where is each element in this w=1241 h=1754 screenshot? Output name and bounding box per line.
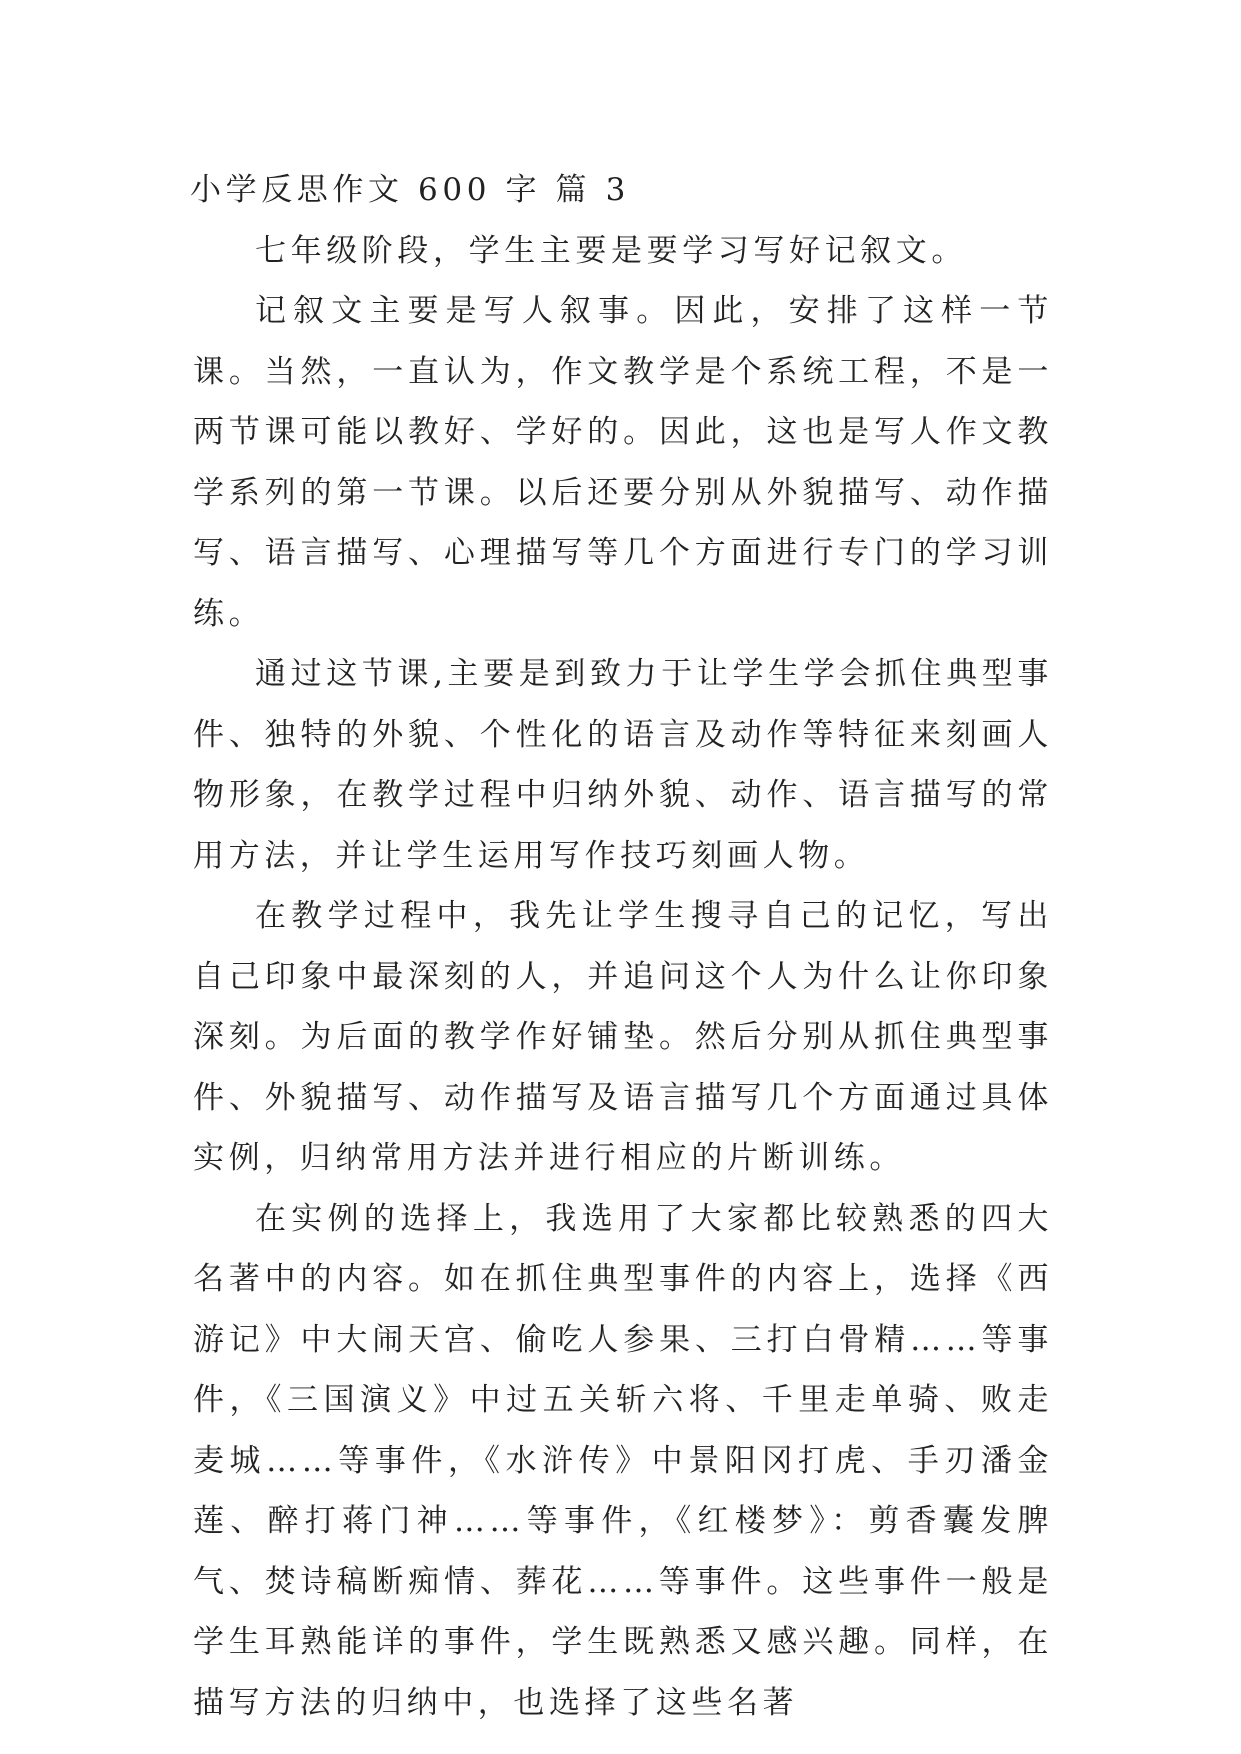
document-title: 小学反思作文 600 字 篇 3	[190, 172, 630, 208]
paragraph-3: 通过这节课,主要是到致力于让学生学会抓住典型事件、独特的外貌、个性化的语言及动作等特征来刻画人物形象，在教学过程中归纳外貌、动作、语言描写的常用方法，并让学生运用写作技巧刻画人物。	[193, 656, 1053, 874]
document-page	[190, 160, 1053, 1733]
paragraph-2: 记叙文主要是写人叙事。因此，安排了这样一节课。当然，一直认为，作文教学是个系统工程，不是一两节课可能以教好、学好的。因此，这也是写人作文教学系列的第一节课。以后还要分别从外貌描写、动作描写、语言描写、心理描写等几个方面进行专门的学习训练。	[193, 293, 1053, 632]
paragraph-1: 七年级阶段，学生主要是要学习写好记叙文。	[255, 232, 967, 269]
paragraph-4: 在教学过程中，我先让学生搜寻自己的记忆，写出自己印象中最深刻的人，并追问这个人为什么让你印象深刻。为后面的教学作好铺垫。然后分别从抓住典型事件、外貌描写、动作描写及语言描写几个方面通过具体实例，归纳常用方法并进行相应的片断训练。	[193, 898, 1053, 1176]
paragraph-5: 在实例的选择上，我选用了大家都比较熟悉的四大名著中的内容。如在抓住典型事件的内容上，选择《西游记》中大闹天宫、偷吃人参果、三打白骨精……等事件，《三国演义》中过五关斩六将、千里走单骑、败走麦城……等事件，《水浒传》中景阳冈打虎、手刃潘金莲、醉打蒋门神……等事件，《红楼梦》：剪香囊发脾气、焚诗稿断痴情、葬花……等事件。这些事件一般是学生耳熟能详的事件，学生既熟悉又感兴趣。同样，在描写方法的归纳中，也选择了这些名著	[193, 1200, 1053, 1721]
